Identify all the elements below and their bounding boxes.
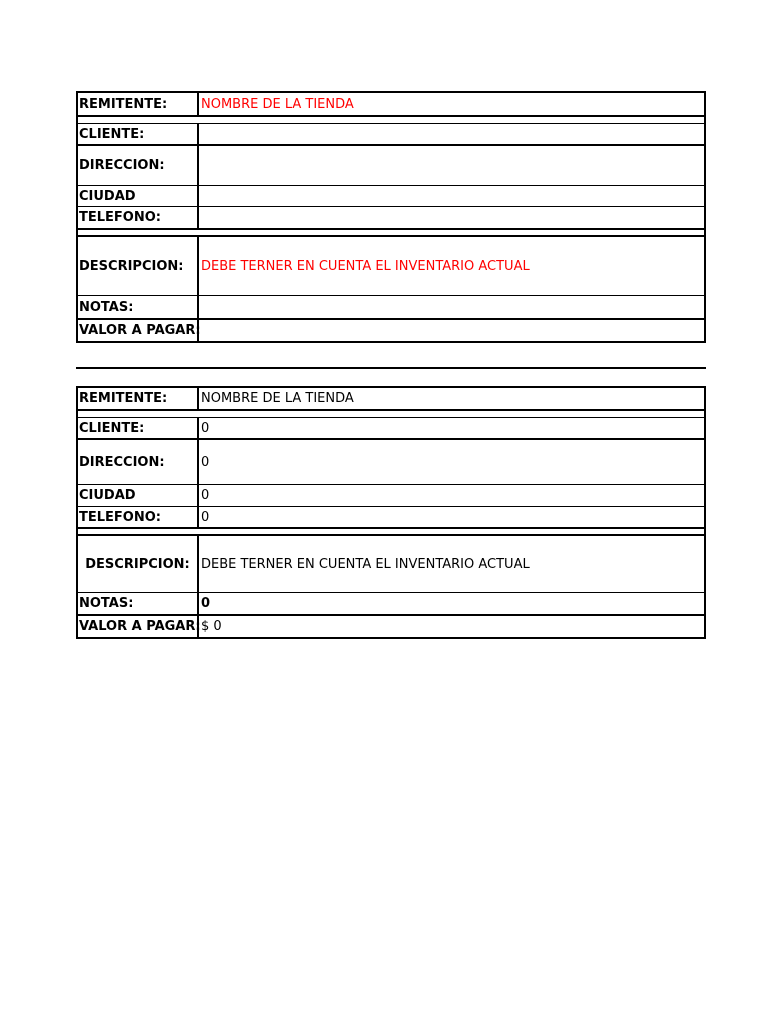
descripcion-label: DESCRIPCION: bbox=[78, 237, 199, 295]
remitente-value: NOMBRE DE LA TIENDA bbox=[201, 391, 354, 406]
row-spacer bbox=[78, 529, 704, 536]
telefono-value: 0 bbox=[201, 509, 210, 525]
ciudad-label: CIUDAD bbox=[78, 485, 199, 506]
descripcion-value: DEBE TERNER EN CUENTA EL INVENTARIO ACTUAL bbox=[201, 258, 530, 274]
shipping-label-form-1 bbox=[76, 91, 706, 343]
cliente-label: CLIENTE: bbox=[78, 418, 199, 438]
valor-row bbox=[78, 320, 704, 341]
row-spacer bbox=[78, 117, 704, 124]
direccion-value bbox=[201, 146, 704, 185]
descripcion-row bbox=[78, 536, 704, 593]
notas-row bbox=[78, 593, 704, 616]
telefono-value bbox=[201, 207, 704, 228]
cliente-label: CLIENTE: bbox=[78, 124, 199, 144]
remitente-value: NOMBRE DE LA TIENDA bbox=[201, 96, 354, 112]
direccion-row bbox=[78, 146, 704, 186]
notas-value bbox=[201, 296, 704, 318]
cliente-value bbox=[201, 124, 704, 144]
descripcion-row bbox=[78, 237, 704, 296]
telefono-row bbox=[78, 207, 704, 230]
telefono-row bbox=[78, 507, 704, 529]
notas-label: NOTAS: bbox=[78, 593, 199, 614]
telefono-label: TELEFONO: bbox=[78, 507, 199, 527]
ciudad-label: CIUDAD bbox=[78, 186, 199, 206]
cliente-row bbox=[78, 124, 704, 146]
valor-label: VALOR A PAGAR: bbox=[78, 320, 199, 341]
direccion-row bbox=[78, 440, 704, 485]
valor-value bbox=[201, 320, 704, 341]
shipping-label-form-2 bbox=[76, 386, 706, 639]
remitente-row bbox=[78, 93, 704, 117]
direccion-label: DIRECCION: bbox=[78, 146, 199, 185]
ciudad-row bbox=[78, 485, 704, 507]
cut-line-divider bbox=[76, 367, 706, 369]
cliente-value: 0 bbox=[201, 420, 210, 436]
valor-value: $ 0 bbox=[201, 619, 222, 634]
ciudad-row bbox=[78, 186, 704, 207]
row-spacer bbox=[78, 230, 704, 237]
direccion-label: DIRECCION: bbox=[78, 440, 199, 484]
telefono-label: TELEFONO: bbox=[78, 207, 199, 228]
notas-label: NOTAS: bbox=[78, 296, 199, 318]
ciudad-value bbox=[201, 186, 704, 206]
remitente-row bbox=[78, 388, 704, 411]
ciudad-value: 0 bbox=[201, 488, 210, 503]
notas-value: 0 bbox=[201, 596, 211, 611]
valor-label: VALOR A PAGAR: bbox=[78, 616, 199, 637]
cliente-row bbox=[78, 418, 704, 440]
descripcion-label: DESCRIPCION: bbox=[78, 536, 199, 592]
remitente-label: REMITENTE: bbox=[78, 93, 199, 115]
valor-row bbox=[78, 616, 704, 637]
row-spacer bbox=[78, 411, 704, 418]
direccion-value: 0 bbox=[201, 454, 210, 470]
descripcion-value: DEBE TERNER EN CUENTA EL INVENTARIO ACTUAL bbox=[201, 556, 530, 572]
remitente-label: REMITENTE: bbox=[78, 388, 199, 409]
notas-row bbox=[78, 296, 704, 320]
